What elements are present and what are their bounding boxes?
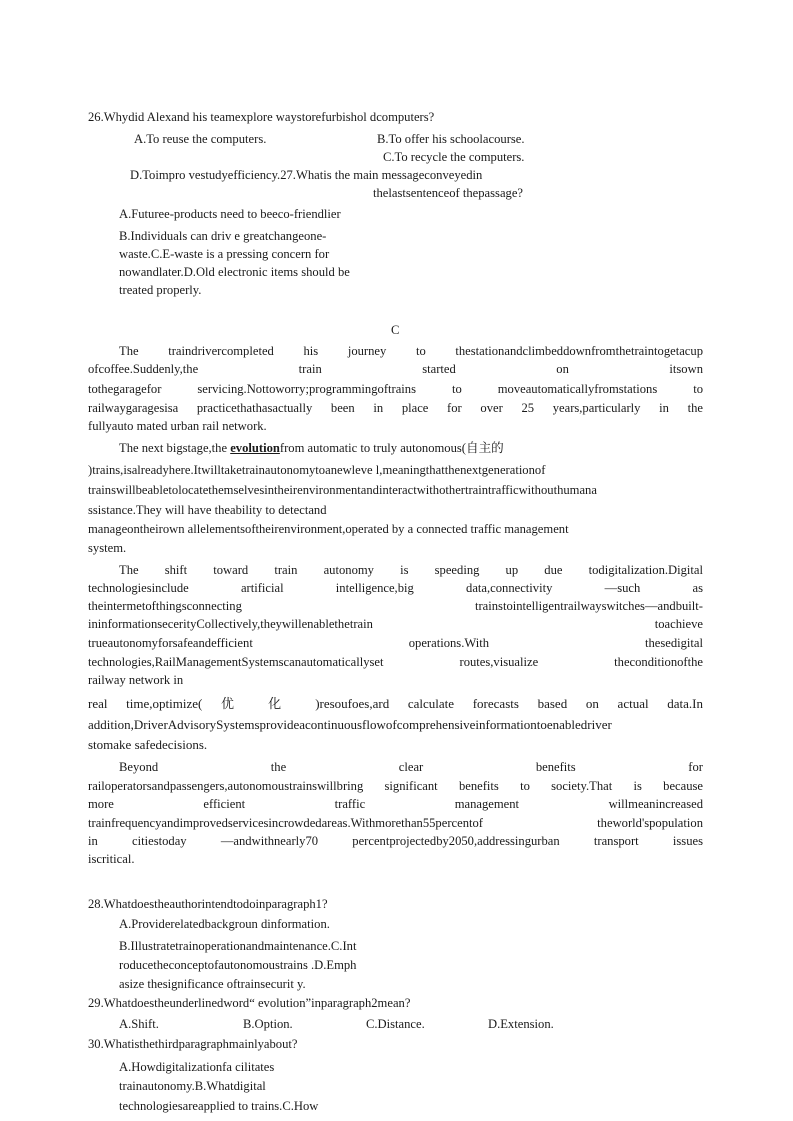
passage-text: from automatic to truly autonomous(自主的 xyxy=(279,441,504,455)
passage-line: The shift toward train autonomy is speeding up due todigitalization.Digital xyxy=(119,563,703,577)
q29-option-c: C.Distance. xyxy=(366,1017,425,1031)
passage-line: iscritical. xyxy=(88,852,135,866)
section-heading: C xyxy=(391,323,400,337)
passage-line: in citiestoday —andwithnearly70 percentprojectedby2050,addressingurban transport issues xyxy=(88,834,703,848)
q27-options-line: nowandlater.D.Old electronic items should be xyxy=(119,265,350,279)
passage-line: tothegaragefor servicing.Nottoworry;programmingoftrains to moveautomaticallyfromstations to xyxy=(88,382,703,396)
passage-line: Beyond the clear benefits for xyxy=(119,760,703,774)
q28-option-a: A.Providerelatedbackgroun dinformation. xyxy=(119,917,330,931)
q26-option-a: A.To reuse the computers. xyxy=(134,132,267,146)
passage-line: addition,DriverAdvisorySystemsprovideacontinuousflowofcomprehensiveinformationtoenabledriver xyxy=(88,717,612,732)
passage-line xyxy=(119,440,504,456)
q27-options-line: treated properly. xyxy=(119,283,202,297)
q28-stem: 28.Whatdoestheauthorintendtodoinparagraph1? xyxy=(88,897,328,911)
passage-line: stomake safedecisions. xyxy=(88,737,208,752)
passage-line: manageontheirown allelementsoftheirenvironment,operated by a connected traffic management xyxy=(88,522,569,536)
passage-line: theintermetofthingsconnecting trainstointelligentrailwayswitches—andbuilt- xyxy=(88,599,703,613)
passage-line: technologies,RailManagementSystemscanautomaticallyset routes,visualize theconditionofthe xyxy=(88,655,703,669)
q27-option-a: A.Futuree-products need to beeco-friendlier xyxy=(119,207,341,221)
q29-stem: 29.Whatdoestheunderlinedword“ evolution”inparagraph2mean? xyxy=(88,996,411,1010)
q27-stem-continued: thelastsentenceof thepassage? xyxy=(373,186,524,200)
q30-options-line: trainautonomy.B.Whatdigital xyxy=(119,1079,266,1093)
passage-line: ininformationsecerityCollectively,theywillenablethetrain toachieve xyxy=(88,617,703,631)
q29-option-d: D.Extension. xyxy=(488,1017,554,1031)
q30-options-line: technologiesareapplied to trains.C.How xyxy=(119,1099,319,1113)
q30-stem: 30.Whatisthethirdparagraphmainlyabout? xyxy=(88,1037,298,1051)
passage-line: system. xyxy=(88,541,127,555)
q28-options-line: roducetheconceptofautonomoustrains .D.Emph xyxy=(119,958,357,972)
passage-line: trueautonomyforsafeandefficient operations.With thesedigital xyxy=(88,636,703,650)
underlined-word: evolution xyxy=(230,441,280,455)
passage-line: )trains,isalreadyhere.Itwilltaketrainautonomytoanewleve l,meaningthatthenextgenerationof xyxy=(88,463,546,477)
q27-options-line: B.Individuals can driv e greatchangeone- xyxy=(119,229,327,243)
q27-options-line: waste.C.E-waste is a pressing concern for xyxy=(119,247,330,261)
passage-line: more efficient traffic management willmeanincreased xyxy=(88,797,703,811)
passage-line: ofcoffee.Suddenly,the train started on itsown xyxy=(88,362,703,376)
q30-options-line: A.Howdigitalizationfa cilitates xyxy=(119,1060,275,1074)
passage-line: trainfrequencyandimprovedservicesincrowdedareas.Withmorethan55percentof theworld'spopulation xyxy=(88,816,703,830)
q29-option-b: B.Option. xyxy=(243,1017,293,1031)
passage-line: technologiesinclude artificial intelligence,big data,connectivity —such as xyxy=(88,581,703,595)
q28-options-line: B.Illustratetrainoperationandmaintenance.C.Int xyxy=(119,939,357,953)
passage-line: ssistance.They will have theability to detectand xyxy=(88,503,327,517)
passage-line: railway network in xyxy=(88,673,184,687)
passage-text: The next bigstage,the xyxy=(119,441,231,455)
q29-option-a: A.Shift. xyxy=(119,1017,159,1031)
q26-option-d-q27-stem: D.Toimpro vestudyefficiency.27.Whatis the main messageconveyedin xyxy=(130,168,483,182)
q28-options-line: asize thesignificance oftrainsecurit y. xyxy=(119,977,306,991)
q26-stem: 26.Whydid Alexand his teamexplore waystorefurbishol dcomputers? xyxy=(88,110,435,124)
passage-line: fullyauto mated urban rail network. xyxy=(88,419,267,433)
passage-line: railwaygaragesisa practicethathasactually been in place for over 25 years,particularly in the xyxy=(88,401,703,415)
passage-line: railoperatorsandpassengers,autonomoustrainswillbring significant benefits to society.That is because xyxy=(88,779,703,793)
passage-line: real time,optimize( 优 化 )resoufoes,ard calculate forecasts based on actual data.In xyxy=(88,696,703,711)
q26-option-c: C.To recycle the computers. xyxy=(383,150,525,164)
passage-line: The traindrivercompleted his journey to thestationandclimbeddownfromthetraintogetacup xyxy=(119,344,703,358)
q26-option-b: B.To offer his schoolacourse. xyxy=(377,132,525,146)
passage-line: trainswillbeabletolocatethemselvesintheirenvironmentandinteractwithothertraintrafficwithouthumana xyxy=(88,483,597,497)
